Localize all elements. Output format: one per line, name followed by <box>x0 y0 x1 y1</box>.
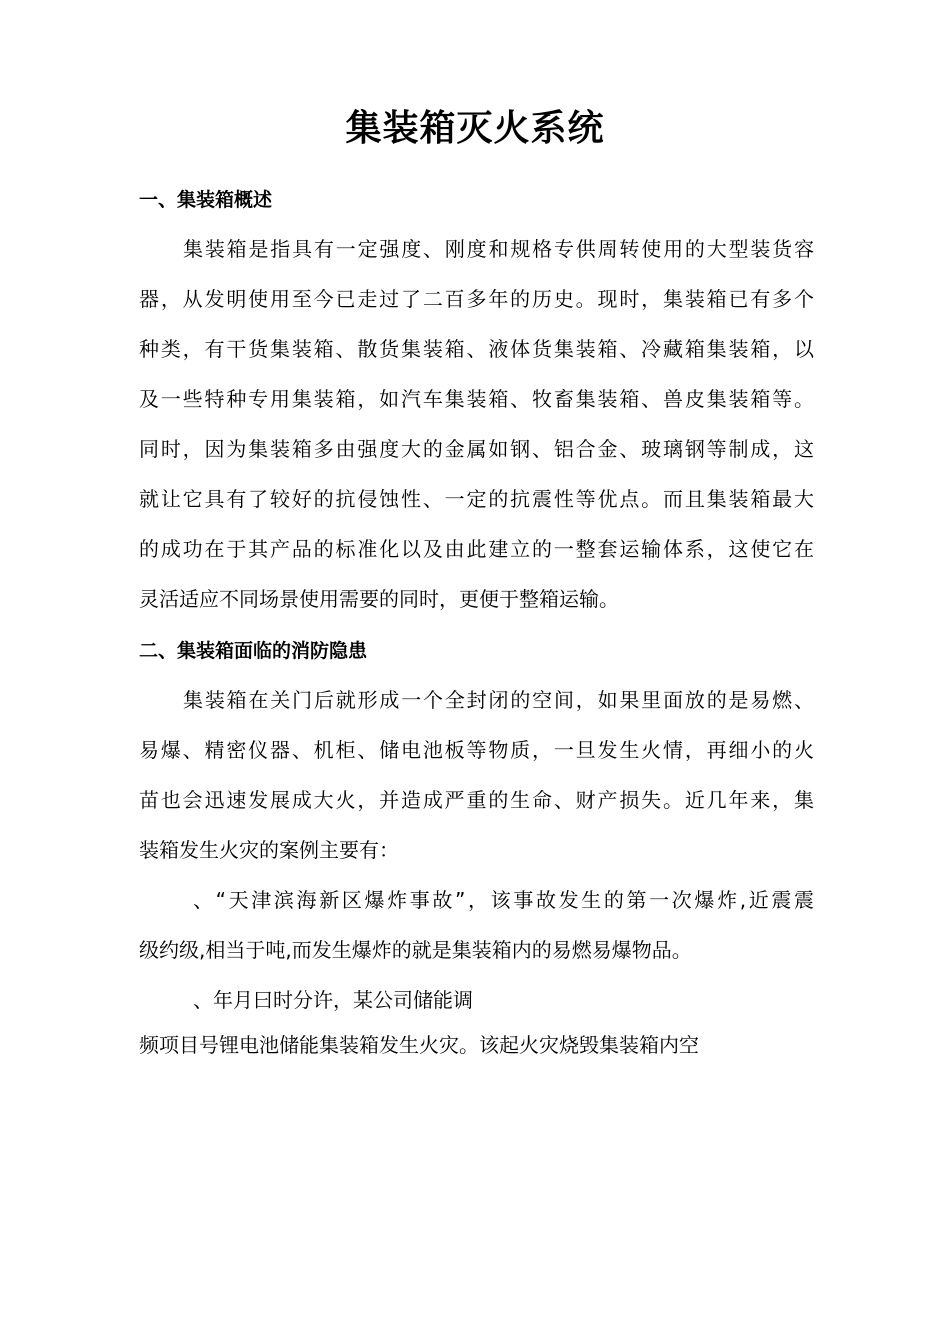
document-title: 集装箱灭火系统 <box>345 108 605 149</box>
paragraph-line: 种类，有干货集装箱、散货集装箱、液体货集装箱、冷藏箱集装箱，以 <box>139 337 814 361</box>
paragraph-line: 的成功在于其产品的标准化以及由此建立的一整套运输体系，这使它在 <box>139 537 814 561</box>
case-item-line: 、“天津滨海新区爆炸事故”，该事故发生的第一次爆炸,近震震 <box>193 888 814 912</box>
paragraph-line: 集装箱是指具有一定强度、刚度和规格专供周转使用的大型装货容 <box>183 237 814 261</box>
section-heading-overview: 一、集装箱概述 <box>139 189 273 211</box>
paragraph-line: 集装箱在关门后就形成一个全封闭的空间，如果里面放的是易燃、 <box>183 688 814 712</box>
paragraph-line: 灵活适应不同场景使用需要的同时，更便于整箱运输。 <box>139 587 619 611</box>
case-item-line: 级约级,相当于吨,而发生爆炸的就是集装箱内的易燃易爆物品。 <box>139 938 692 962</box>
paragraph-line: 器，从发明使用至今已走过了二百多年的历史。现时，集装箱已有多个 <box>139 287 814 311</box>
case-item-line: 、年月曰时分许，某公司储能调 <box>193 988 473 1012</box>
paragraph-line: 装箱发生火灾的案例主要有： <box>139 838 399 862</box>
paragraph-line: 同时，因为集装箱多由强度大的金属如钢、铝合金、玻璃钢等制成，这 <box>139 437 814 461</box>
paragraph-line: 苗也会迅速发展成大火，并造成严重的生命、财产损失。近几年来，集 <box>139 788 814 812</box>
paragraph-line: 易爆、精密仪器、机柜、储电池板等物质，一旦发生火情，再细小的火 <box>139 738 814 762</box>
paragraph-line: 及一些特种专用集装箱，如汽车集装箱、牧畜集装箱、兽皮集装箱等。 <box>139 387 814 411</box>
case-item-line: 频项目号锂电池储能集装箱发生火灾。该起火灾烧毁集装箱内空 <box>139 1033 699 1057</box>
section-heading-fire-hazards: 二、集装箱面临的消防隐患 <box>139 640 368 662</box>
paragraph-line: 就让它具有了较好的抗侵蚀性、一定的抗震性等优点。而且集装箱最大 <box>139 487 814 511</box>
